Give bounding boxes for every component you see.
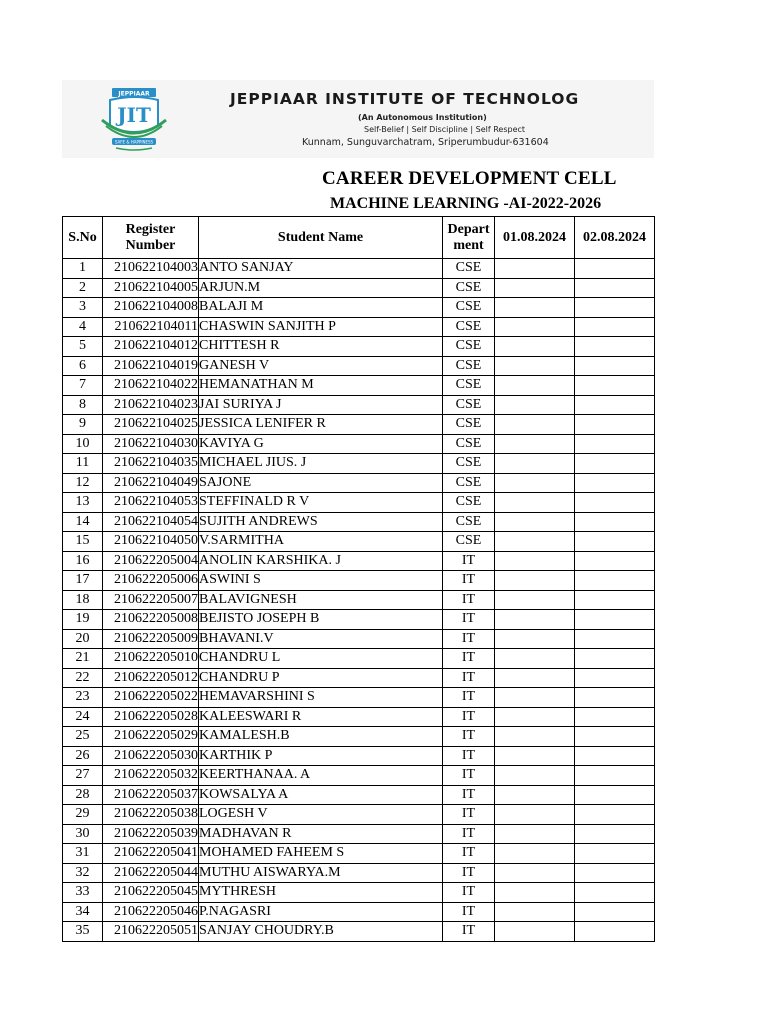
cell-student-name: ASWINI S (199, 571, 443, 591)
cell-date-1 (495, 278, 575, 298)
cell-student-name: MICHAEL JIUS. J (199, 454, 443, 474)
cell-date-2 (575, 766, 655, 786)
cell-date-2 (575, 337, 655, 357)
letterhead (62, 80, 654, 158)
cell-date-1 (495, 610, 575, 630)
cell-department: IT (443, 785, 495, 805)
institute-subtitle: (An Autonomous Institution) (358, 113, 487, 122)
table-row (63, 610, 655, 630)
cell-date-1 (495, 824, 575, 844)
cell-date-2 (575, 746, 655, 766)
cell-sno: 23 (63, 688, 103, 708)
cell-register-number: 210622104049 (103, 473, 199, 493)
table-row (63, 356, 655, 376)
table-row (63, 454, 655, 474)
cell-date-1 (495, 415, 575, 435)
cell-date-2 (575, 298, 655, 318)
cell-department: IT (443, 629, 495, 649)
cell-sno: 28 (63, 785, 103, 805)
cell-student-name: CHANDRU L (199, 649, 443, 669)
cell-sno: 14 (63, 512, 103, 532)
cell-date-1 (495, 454, 575, 474)
table-row (63, 376, 655, 396)
cell-student-name: KEERTHANAA. A (199, 766, 443, 786)
cell-sno: 10 (63, 434, 103, 454)
cell-date-2 (575, 317, 655, 337)
cell-date-1 (495, 727, 575, 747)
cell-date-2 (575, 902, 655, 922)
cell-student-name: MYTHRESH (199, 883, 443, 903)
cell-date-2 (575, 610, 655, 630)
cell-date-2 (575, 785, 655, 805)
cell-student-name: MADHAVAN R (199, 824, 443, 844)
cell-date-2 (575, 649, 655, 669)
table-row (63, 590, 655, 610)
cell-department: IT (443, 551, 495, 571)
cell-sno: 4 (63, 317, 103, 337)
cell-date-2 (575, 590, 655, 610)
cell-register-number: 210622205041 (103, 844, 199, 864)
cell-student-name: BEJISTO JOSEPH B (199, 610, 443, 630)
cell-register-number: 210622205022 (103, 688, 199, 708)
table-row (63, 259, 655, 279)
table-row (63, 824, 655, 844)
cell-student-name: MUTHU AISWARYA.M (199, 863, 443, 883)
cell-student-name: HEMAVARSHINI S (199, 688, 443, 708)
cell-student-name: SANJAY CHOUDRY.B (199, 922, 443, 942)
cell-sno: 35 (63, 922, 103, 942)
cell-department: IT (443, 824, 495, 844)
cell-date-1 (495, 863, 575, 883)
cell-register-number: 210622104012 (103, 337, 199, 357)
table-row (63, 727, 655, 747)
cell-register-number: 210622104030 (103, 434, 199, 454)
cell-register-number: 210622205038 (103, 805, 199, 825)
cell-student-name: KAVIYA G (199, 434, 443, 454)
cell-register-number: 210622104054 (103, 512, 199, 532)
svg-text:JEPPIAAR: JEPPIAAR (118, 90, 150, 98)
cell-sno: 19 (63, 610, 103, 630)
cell-register-number: 210622205030 (103, 746, 199, 766)
cell-student-name: KARTHIK P (199, 746, 443, 766)
cell-student-name: BALAVIGNESH (199, 590, 443, 610)
cell-date-1 (495, 298, 575, 318)
cell-date-2 (575, 727, 655, 747)
cell-department: IT (443, 688, 495, 708)
attendance-table (62, 216, 655, 942)
cell-register-number: 210622104025 (103, 415, 199, 435)
cell-student-name: MOHAMED FAHEEM S (199, 844, 443, 864)
table-row (63, 922, 655, 942)
table-row (63, 902, 655, 922)
table-row (63, 707, 655, 727)
cell-date-2 (575, 824, 655, 844)
table-row (63, 551, 655, 571)
cell-date-1 (495, 746, 575, 766)
cell-sno: 33 (63, 883, 103, 903)
cell-student-name: KOWSALYA A (199, 785, 443, 805)
cell-date-1 (495, 883, 575, 903)
logo-lettering (98, 86, 170, 152)
cell-date-1 (495, 317, 575, 337)
cell-sno: 26 (63, 746, 103, 766)
cell-register-number: 210622104023 (103, 395, 199, 415)
cell-date-2 (575, 883, 655, 903)
cell-register-number: 210622205051 (103, 922, 199, 942)
cell-date-2 (575, 844, 655, 864)
table-row (63, 649, 655, 669)
cell-student-name: SUJITH ANDREWS (199, 512, 443, 532)
cell-register-number: 210622104011 (103, 317, 199, 337)
cell-department: CSE (443, 337, 495, 357)
cell-date-1 (495, 356, 575, 376)
institute-motto: Self-Belief | Self Discipline | Self Respect (364, 125, 526, 134)
cell-department: IT (443, 571, 495, 591)
cell-register-number: 210622205032 (103, 766, 199, 786)
cell-date-2 (575, 376, 655, 396)
cell-sno: 7 (63, 376, 103, 396)
cell-date-1 (495, 590, 575, 610)
cell-date-2 (575, 805, 655, 825)
table-row (63, 532, 655, 552)
table-row (63, 844, 655, 864)
cell-department: CSE (443, 259, 495, 279)
svg-text:SAFE & HAPPINESS: SAFE & HAPPINESS (114, 139, 154, 145)
cell-sno: 30 (63, 824, 103, 844)
cell-department: IT (443, 746, 495, 766)
cell-student-name: KAMALESH.B (199, 727, 443, 747)
cell-date-2 (575, 259, 655, 279)
table-body (63, 259, 655, 942)
cell-date-2 (575, 551, 655, 571)
cell-department: IT (443, 610, 495, 630)
table-row (63, 785, 655, 805)
cell-date-1 (495, 688, 575, 708)
cell-date-2 (575, 532, 655, 552)
cell-register-number: 210622205009 (103, 629, 199, 649)
column-header-date-2: 02.08.2024 (575, 217, 655, 259)
cell-sno: 22 (63, 668, 103, 688)
cell-department: IT (443, 883, 495, 903)
cell-date-1 (495, 805, 575, 825)
cell-register-number: 210622104019 (103, 356, 199, 376)
cell-department: CSE (443, 512, 495, 532)
cell-date-1 (495, 785, 575, 805)
table-row (63, 688, 655, 708)
cell-register-number: 210622104005 (103, 278, 199, 298)
cell-sno: 1 (63, 259, 103, 279)
cell-department: IT (443, 805, 495, 825)
cell-register-number: 210622104050 (103, 532, 199, 552)
column-header-register-number: Register Number (103, 217, 199, 259)
cell-date-1 (495, 473, 575, 493)
cell-department: IT (443, 649, 495, 669)
cell-date-1 (495, 337, 575, 357)
table-row (63, 668, 655, 688)
table-row (63, 883, 655, 903)
cell-date-2 (575, 512, 655, 532)
cell-student-name: JAI SURIYA J (199, 395, 443, 415)
cell-date-1 (495, 551, 575, 571)
cell-student-name: STEFFINALD R V (199, 493, 443, 513)
cell-date-2 (575, 571, 655, 591)
cell-date-2 (575, 395, 655, 415)
cell-sno: 5 (63, 337, 103, 357)
cell-sno: 11 (63, 454, 103, 474)
cell-department: CSE (443, 298, 495, 318)
cell-department: IT (443, 668, 495, 688)
cell-department: IT (443, 727, 495, 747)
institute-name: JEPPIAAR INSTITUTE OF TECHNOLOG (230, 90, 580, 108)
cell-department: IT (443, 707, 495, 727)
table-row (63, 766, 655, 786)
cell-sno: 2 (63, 278, 103, 298)
cell-student-name: SAJONE (199, 473, 443, 493)
table-row (63, 473, 655, 493)
cell-date-2 (575, 415, 655, 435)
cell-student-name: HEMANATHAN M (199, 376, 443, 396)
cell-student-name: ANTO SANJAY (199, 259, 443, 279)
table-row (63, 278, 655, 298)
cell-date-1 (495, 395, 575, 415)
institute-address: Kunnam, Sunguvarchatram, Sriperumbudur-631604 (302, 137, 549, 148)
cell-student-name: CHASWIN SANJITH P (199, 317, 443, 337)
cell-register-number: 210622205007 (103, 590, 199, 610)
cell-date-1 (495, 668, 575, 688)
table-row (63, 298, 655, 318)
cell-date-1 (495, 707, 575, 727)
cell-sno: 21 (63, 649, 103, 669)
cell-department: CSE (443, 493, 495, 513)
cell-student-name: V.SARMITHA (199, 532, 443, 552)
cell-date-1 (495, 766, 575, 786)
table-row (63, 571, 655, 591)
cell-sno: 12 (63, 473, 103, 493)
cell-register-number: 210622205045 (103, 883, 199, 903)
table-row (63, 317, 655, 337)
cell-sno: 31 (63, 844, 103, 864)
cell-date-1 (495, 512, 575, 532)
cell-register-number: 210622205029 (103, 727, 199, 747)
cell-date-1 (495, 649, 575, 669)
cell-department: IT (443, 844, 495, 864)
table-row (63, 337, 655, 357)
cell-student-name: BALAJI M (199, 298, 443, 318)
cell-date-1 (495, 434, 575, 454)
table-row (63, 415, 655, 435)
cell-sno: 16 (63, 551, 103, 571)
cell-sno: 15 (63, 532, 103, 552)
cell-date-2 (575, 863, 655, 883)
cell-department: CSE (443, 317, 495, 337)
cell-register-number: 210622104022 (103, 376, 199, 396)
cell-date-1 (495, 376, 575, 396)
cell-department: CSE (443, 376, 495, 396)
cell-department: CSE (443, 415, 495, 435)
cell-date-2 (575, 629, 655, 649)
cell-department: CSE (443, 532, 495, 552)
cell-sno: 6 (63, 356, 103, 376)
cell-sno: 27 (63, 766, 103, 786)
cell-date-1 (495, 571, 575, 591)
cell-student-name: JESSICA LENIFER R (199, 415, 443, 435)
cell-student-name: ARJUN.M (199, 278, 443, 298)
cell-register-number: 210622205046 (103, 902, 199, 922)
cell-sno: 17 (63, 571, 103, 591)
cell-sno: 8 (63, 395, 103, 415)
cell-department: CSE (443, 356, 495, 376)
column-header-student-name: Student Name (199, 217, 443, 259)
cell-register-number: 210622205028 (103, 707, 199, 727)
cell-date-1 (495, 902, 575, 922)
cell-student-name: LOGESH V (199, 805, 443, 825)
table-row (63, 434, 655, 454)
cell-date-1 (495, 259, 575, 279)
cell-sno: 25 (63, 727, 103, 747)
cell-date-1 (495, 493, 575, 513)
cell-register-number: 210622205012 (103, 668, 199, 688)
table-row (63, 629, 655, 649)
cell-department: IT (443, 766, 495, 786)
cell-date-2 (575, 493, 655, 513)
cell-sno: 13 (63, 493, 103, 513)
table-row (63, 493, 655, 513)
cell-date-2 (575, 454, 655, 474)
cell-date-2 (575, 473, 655, 493)
cell-student-name: ANOLIN KARSHIKA. J (199, 551, 443, 571)
column-header-department: Depart ment (443, 217, 495, 259)
cell-date-1 (495, 844, 575, 864)
document-title: CAREER DEVELOPMENT CELL (322, 168, 617, 189)
cell-date-2 (575, 278, 655, 298)
column-header-sno: S.No (63, 217, 103, 259)
cell-date-2 (575, 922, 655, 942)
document-subtitle: MACHINE LEARNING -AI-2022-2026 (330, 195, 602, 212)
cell-date-1 (495, 922, 575, 942)
cell-student-name: GANESH V (199, 356, 443, 376)
cell-sno: 34 (63, 902, 103, 922)
svg-text:JIT: JIT (117, 103, 151, 127)
cell-sno: 20 (63, 629, 103, 649)
cell-student-name: BHAVANI.V (199, 629, 443, 649)
cell-sno: 24 (63, 707, 103, 727)
table-header-row (63, 217, 655, 259)
cell-date-1 (495, 532, 575, 552)
cell-department: IT (443, 922, 495, 942)
cell-register-number: 210622205044 (103, 863, 199, 883)
cell-register-number: 210622205010 (103, 649, 199, 669)
cell-department: CSE (443, 395, 495, 415)
cell-date-2 (575, 688, 655, 708)
cell-register-number: 210622205004 (103, 551, 199, 571)
cell-register-number: 210622104053 (103, 493, 199, 513)
cell-department: IT (443, 902, 495, 922)
cell-sno: 18 (63, 590, 103, 610)
table-row (63, 512, 655, 532)
cell-date-2 (575, 707, 655, 727)
cell-date-2 (575, 668, 655, 688)
cell-date-1 (495, 629, 575, 649)
cell-date-2 (575, 434, 655, 454)
cell-register-number: 210622104008 (103, 298, 199, 318)
cell-sno: 9 (63, 415, 103, 435)
cell-department: IT (443, 590, 495, 610)
cell-student-name: KALEESWARI R (199, 707, 443, 727)
cell-student-name: CHANDRU P (199, 668, 443, 688)
cell-student-name: CHITTESH R (199, 337, 443, 357)
cell-student-name: P.NAGASRI (199, 902, 443, 922)
cell-sno: 3 (63, 298, 103, 318)
table-row (63, 805, 655, 825)
table-row (63, 863, 655, 883)
table-row (63, 395, 655, 415)
cell-sno: 29 (63, 805, 103, 825)
cell-department: CSE (443, 454, 495, 474)
cell-register-number: 210622205006 (103, 571, 199, 591)
cell-sno: 32 (63, 863, 103, 883)
cell-department: CSE (443, 473, 495, 493)
cell-register-number: 210622104035 (103, 454, 199, 474)
cell-register-number: 210622205008 (103, 610, 199, 630)
cell-register-number: 210622104003 (103, 259, 199, 279)
column-header-date-1: 01.08.2024 (495, 217, 575, 259)
cell-date-2 (575, 356, 655, 376)
cell-register-number: 210622205039 (103, 824, 199, 844)
cell-department: IT (443, 863, 495, 883)
table-row (63, 746, 655, 766)
cell-department: CSE (443, 278, 495, 298)
cell-register-number: 210622205037 (103, 785, 199, 805)
cell-department: CSE (443, 434, 495, 454)
